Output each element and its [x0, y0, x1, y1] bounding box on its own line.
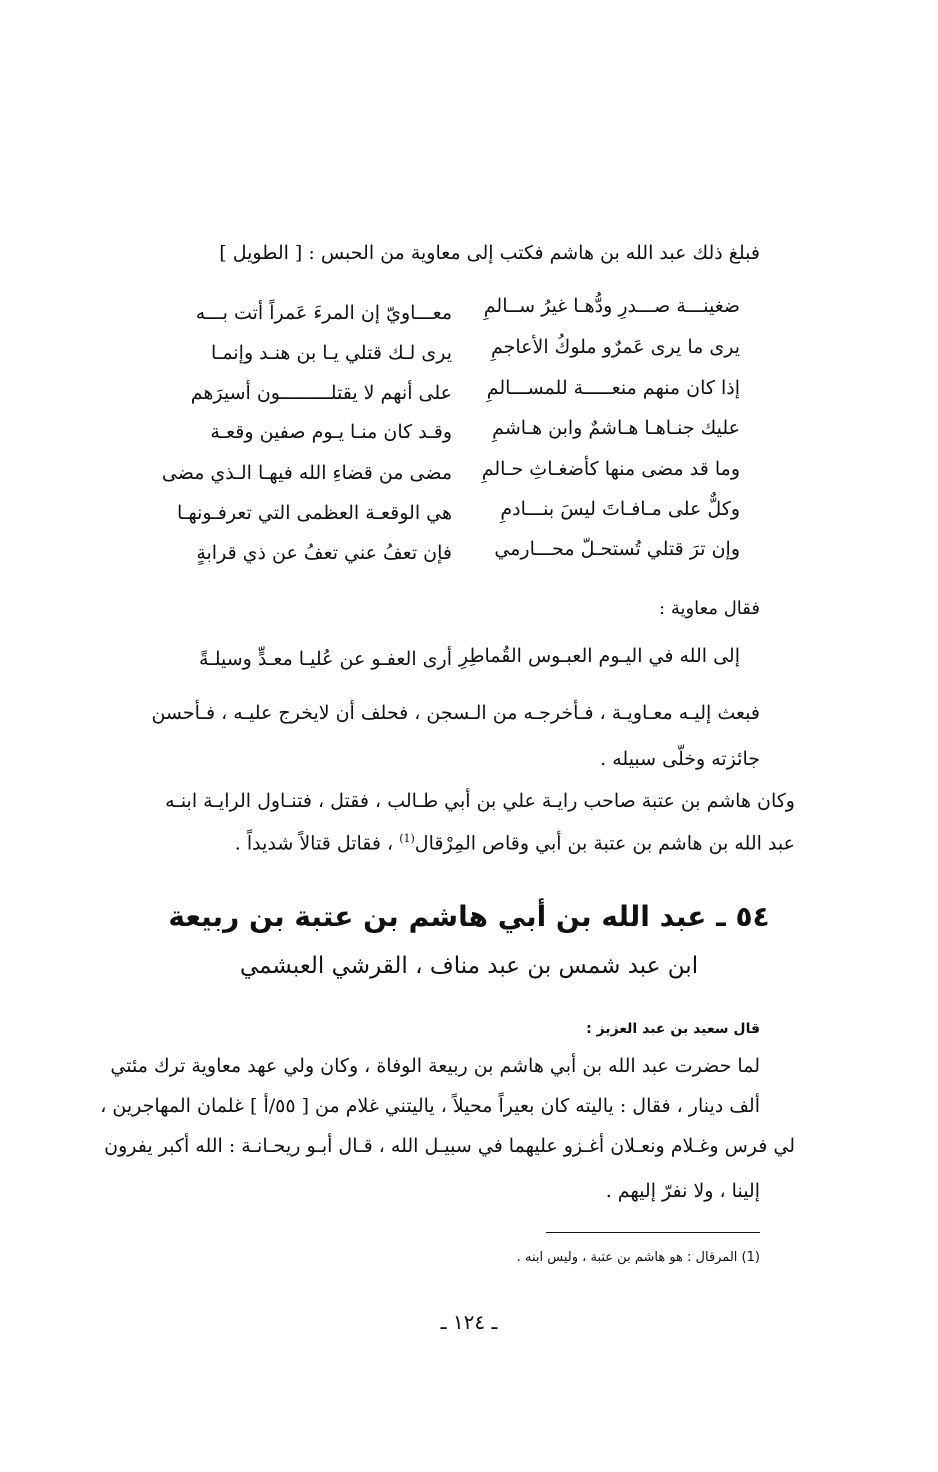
verse-5-second: وما قد مضى منها كأضغـاثِ حـالمِ: [481, 458, 740, 480]
paragraph-2-line-1: وكان هاشم بن عتبة صاحب رايـة علي بن أبي طـالب ، فقتل ، فتنـاول الرايـة ابنـه: [165, 790, 795, 812]
section-subheading: ابن عبد شمس بن عبد مناف ، القرشي العبشمي: [239, 953, 699, 979]
verse-muawiya-first: أرى العفـو عن عُليـا معـدٍّ وسيلـةً: [198, 648, 452, 670]
verse-4-first: وقـد كان منـا يـوم صفين وقعـة: [210, 421, 452, 443]
paragraph-1-line-2: جائزته وخلّى سبيله .: [600, 748, 760, 770]
footnote-marker[interactable]: (1): [399, 832, 415, 845]
verse-6-first: هي الوقعـة العظمى التي تعرفـونهـا: [177, 502, 452, 524]
said-label: قال سعيد بن عبد العزيز :: [586, 1021, 760, 1037]
verse-7-second: وإن ترَ قتلي تُستحـلّ محـــارمي: [494, 538, 740, 560]
intro-line: فبلغ ذلك عبد الله بن هاشم فكتب إلى معاوية من الحبس : [ الطويل ]: [219, 242, 760, 264]
section-heading: ٥٤ ـ عبد الله بن أبي هاشم بن عتبة بن ربيعة: [168, 900, 770, 933]
paragraph-2-text-b: ، فقاتل قتالاً شديداً .: [234, 832, 394, 855]
muawiya-label: فقال معاوية :: [659, 598, 760, 619]
verse-1-second: ضغينـــة صـــدرِ ودُّهـا غيرُ ســالمِ: [483, 295, 740, 317]
paragraph-3-line-1: لما حضرت عبد الله بن أبي هاشم بن ربيعة الوفاة ، وكان ولي عهد معاوية ترك مئتي: [110, 1055, 760, 1077]
verse-1-first: معـــاويّ إن المرءَ عَمراً أتت بـــه: [195, 302, 452, 324]
verse-muawiya-second: إلى الله في اليـوم العبـوس القُماطِرِ: [458, 645, 740, 667]
verse-5-first: مضى من قضاءِ الله فيهـا الـذي مضى: [161, 462, 452, 484]
page-number: ـ ١٢٤ ـ: [440, 1310, 498, 1334]
footnote-divider: [546, 1232, 760, 1233]
paragraph-3-line-3: لي فرس وغـلام ونعـلان أغـزو عليهما في سبيـل الله ، قـال أبـو ريحـانـة : الله أكبر يفرون: [104, 1135, 795, 1157]
paragraph-3-line-4: إلينا ، ولا نفرّ إليهم .: [605, 1180, 760, 1202]
paragraph-1-line-1: فبعث إليـه معـاويـة ، فـأخرجـه من الـسجن ، فحلف أن لايخرج عليـه ، فـأحسن: [151, 702, 760, 724]
verse-4-second: عليك جنـاهـا هـاشمٌ وابن هـاشمِ: [492, 417, 740, 439]
verse-2-first: يرى لـك قتلي يـا بن هنـد وإنمـا: [211, 342, 452, 364]
paragraph-2-line-2: [235, 832, 795, 854]
verse-7-first: فإن تعفُ عني تعفُ عن ذي قرابةٍ: [196, 542, 452, 564]
verse-6-second: وكلٌّ على مـافـاتَ ليسَ بنـــادمِ: [500, 498, 740, 520]
verse-3-first: على أنهم لا يقتلـــــــــون أسيرَهم: [190, 382, 452, 404]
paragraph-2-text-a: عبد الله بن هاشم بن عتبة بن أبي وقاص المِرْقال: [414, 832, 795, 855]
verse-2-second: يرى ما يرى عَمرٌو ملوكُ الأعاجمِ: [490, 336, 740, 358]
footnote-text: (1) المرقال : هو هاشم بن عتبة ، وليس ابنه .: [516, 1250, 760, 1265]
paragraph-3-line-2: ألف دينار ، فقال : ياليته كان بعيراً محيلاً ، ياليتني غلام من [ ٥٥/أ ] غلمان المهاجرين ،: [100, 1095, 760, 1117]
verse-3-second: إذا كان منهم منعـــــة للمســـالمِ: [486, 377, 740, 399]
